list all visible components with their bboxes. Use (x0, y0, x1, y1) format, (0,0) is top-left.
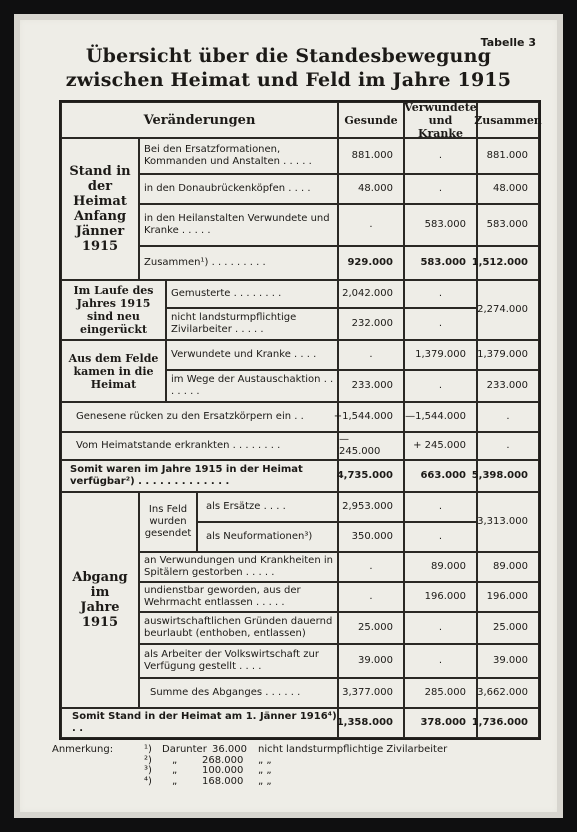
zugang-row-4-healthy: 233.000 (338, 370, 404, 402)
zugang-row-4-total: 233.000 (477, 370, 539, 402)
stand-row-2-healthy: 48.000 (338, 174, 404, 204)
title-line-1: Übersicht über die Standesbewegung (85, 45, 492, 67)
available-wounded: 663.000 (404, 460, 477, 492)
title-line-2: zwischen Heimat und Feld im Jahre 1915 (65, 69, 512, 91)
stand-row-2-label: in den Donaubrückenköpfen . . . . (139, 174, 338, 204)
movement-recovered-healthy: +1,544.000 (338, 402, 404, 432)
abgang-row-2-healthy: . (338, 582, 404, 612)
final-wounded: 378.000 (404, 708, 477, 738)
available-label: Somit waren im Jahre 1915 in der Heimat verfügbar²) . . . . . . . . . . . . . (61, 460, 338, 492)
abgang-field-row-1-wounded: . (404, 492, 477, 522)
zugang-row-3-wounded: 1,379.000 (404, 340, 477, 370)
stand-row-1-wounded: . (404, 138, 477, 174)
movement-sick-label: Vom Heimatstande erkrankten . . . . . . . . (61, 432, 338, 460)
final-healthy: 1,358.000 (338, 708, 404, 738)
zugang-row-2-wounded: . (404, 308, 477, 340)
movement-recovered-wounded: —1,544.000 (404, 402, 477, 432)
abgang-row-3-healthy: 25.000 (338, 612, 404, 644)
footnote-prefix: „ (172, 765, 178, 776)
footnote-value: 268.000 (202, 754, 244, 766)
header-healthy: Gesunde (338, 102, 404, 138)
abgang-field-row-2-healthy: 350.000 (338, 522, 404, 552)
footnote-value: 168.000 (202, 775, 244, 787)
abgang-row-3-label: auswirtschaftlichen Gründen dauernd beurlaubt (enthoben, entlassen) (139, 612, 338, 644)
abgang-field-row-2-wounded: . (404, 522, 477, 552)
footnote-value: 100.000 (202, 765, 244, 776)
final-total: 1,736.000 (477, 708, 539, 738)
zugang-row-3-healthy: . (338, 340, 404, 370)
abgang-row-4-total: 39.000 (477, 644, 539, 678)
zugang-row-3-label: Verwundete und Kranke . . . . (166, 340, 338, 370)
abgang-field-total: 3,313.000 (477, 492, 539, 552)
zugang-row-4-label: im Wege der Austauschaktion . . . . . . . (166, 370, 338, 402)
footnote-text: „ „ (258, 775, 272, 787)
stand-row-2-total: 48.000 (477, 174, 539, 204)
abgang-field-row-2-label: als Neuformationen³) (197, 522, 338, 552)
footnote-text: nicht landsturmpflichtige Zivilarbeiter (258, 744, 448, 755)
footnote-mark: ³) (144, 765, 152, 776)
movement-recovered-total: . (477, 402, 539, 432)
footnote-mark: ⁴) (144, 775, 152, 787)
group-abgang: Abgang im Jahre 1915 (61, 492, 139, 708)
zugang-row-2-healthy: 232.000 (338, 308, 404, 340)
footnote-mark: ¹) (144, 744, 152, 755)
table-number: Tabelle 3 (480, 36, 536, 49)
zugang-row-1-healthy: 2,042.000 (338, 280, 404, 308)
document-page (14, 14, 563, 818)
movement-sick-total: . (477, 432, 539, 460)
zugang-row-3-total: 1,379.000 (477, 340, 539, 370)
zugang-row-1-label: Gemusterte . . . . . . . . (166, 280, 338, 308)
stand-row-2-wounded: . (404, 174, 477, 204)
footnote-text: „ „ (258, 765, 272, 776)
abgang-row-1-label: an Verwundungen und Krankheiten in Spitälern gestorben . . . . . (139, 552, 338, 582)
final-label: Somit Stand in der Heimat am 1. Jänner 1916⁴) . . (61, 708, 338, 738)
footnote-prefix: „ (172, 775, 178, 787)
stand-row-4-total: 1,512.000 (477, 246, 539, 280)
abgang-row-2-total: 196.000 (477, 582, 539, 612)
footnote-text: „ „ (258, 754, 272, 766)
stand-row-4-healthy: 929.000 (338, 246, 404, 280)
movement-sick-healthy: — 245.000 (338, 432, 404, 460)
abgang-row-4-healthy: 39.000 (338, 644, 404, 678)
zugang-merged-total: 2,274.000 (477, 280, 539, 340)
footnote-mark: ²) (144, 754, 152, 766)
stand-row-3-total: 583.000 (477, 204, 539, 246)
abgang-sum-wounded: 285.000 (404, 678, 477, 708)
abgang-sum-healthy: 3,377.000 (338, 678, 404, 708)
group-new-enlisted: Im Laufe des Jahres 1915 sind neu eingerückt (61, 280, 166, 340)
available-total: 5,398.000 (477, 460, 539, 492)
abgang-row-3-wounded: . (404, 612, 477, 644)
footnote-prefix: „ (172, 754, 178, 766)
stand-row-1-total: 881.000 (477, 138, 539, 174)
abgang-sum-label: Summe des Abganges . . . . . . (139, 678, 338, 708)
statistics-table (59, 100, 541, 740)
footnote-label: Anmerkung: (52, 744, 114, 755)
stand-row-3-wounded: 583.000 (404, 204, 477, 246)
stand-row-3-healthy: . (338, 204, 404, 246)
zugang-row-2-label: nicht landsturmpflichtige Zivilarbeiter . . . . . (166, 308, 338, 340)
abgang-row-1-healthy: . (338, 552, 404, 582)
stand-row-4-wounded: 583.000 (404, 246, 477, 280)
zugang-row-4-wounded: . (404, 370, 477, 402)
footnote-value: 36.000 (212, 744, 247, 755)
header-wounded: Verwundete und Kranke (404, 100, 477, 140)
group-stand: Stand in der Heimat Anfang Jänner 1915 (61, 138, 139, 280)
abgang-row-1-wounded: 89.000 (404, 552, 477, 582)
abgang-row-1-total: 89.000 (477, 552, 539, 582)
abgang-field-label: Ins Feld wurden gesendet (139, 492, 197, 552)
stand-row-4-label: Zusammen¹) . . . . . . . . . (139, 246, 338, 280)
stand-row-1-healthy: 881.000 (338, 138, 404, 174)
group-from-field: Aus dem Felde kamen in die Heimat (61, 340, 166, 402)
abgang-sum-total: 3,662.000 (477, 678, 539, 708)
abgang-field-row-1-label: als Ersätze . . . . (197, 492, 338, 522)
abgang-row-4-label: als Arbeiter der Volkswirtschaft zur Verfügung gestellt . . . . (139, 644, 338, 678)
movement-sick-wounded: + 245.000 (404, 432, 477, 460)
abgang-row-2-label: undienstbar geworden, aus der Wehrmacht entlassen . . . . . (139, 582, 338, 612)
abgang-row-4-wounded: . (404, 644, 477, 678)
abgang-row-3-total: 25.000 (477, 612, 539, 644)
stand-row-1-label: Bei den Ersatzformationen, Kommanden und Anstalten . . . . . (139, 138, 338, 174)
available-healthy: 4,735.000 (338, 460, 404, 492)
header-changes: Veränderungen (61, 102, 338, 138)
zugang-row-1-wounded: . (404, 280, 477, 308)
stand-row-3-label: in den Heilanstalten Verwundete und Kranke . . . . . (139, 204, 338, 246)
header-total: Zusammen (477, 102, 539, 138)
footnote-prefix: Darunter (162, 744, 207, 755)
movement-recovered-label: Genesene rücken zu den Ersatzkörpern ein . . (61, 402, 338, 432)
abgang-field-row-1-healthy: 2,953.000 (338, 492, 404, 522)
abgang-row-2-wounded: 196.000 (404, 582, 477, 612)
